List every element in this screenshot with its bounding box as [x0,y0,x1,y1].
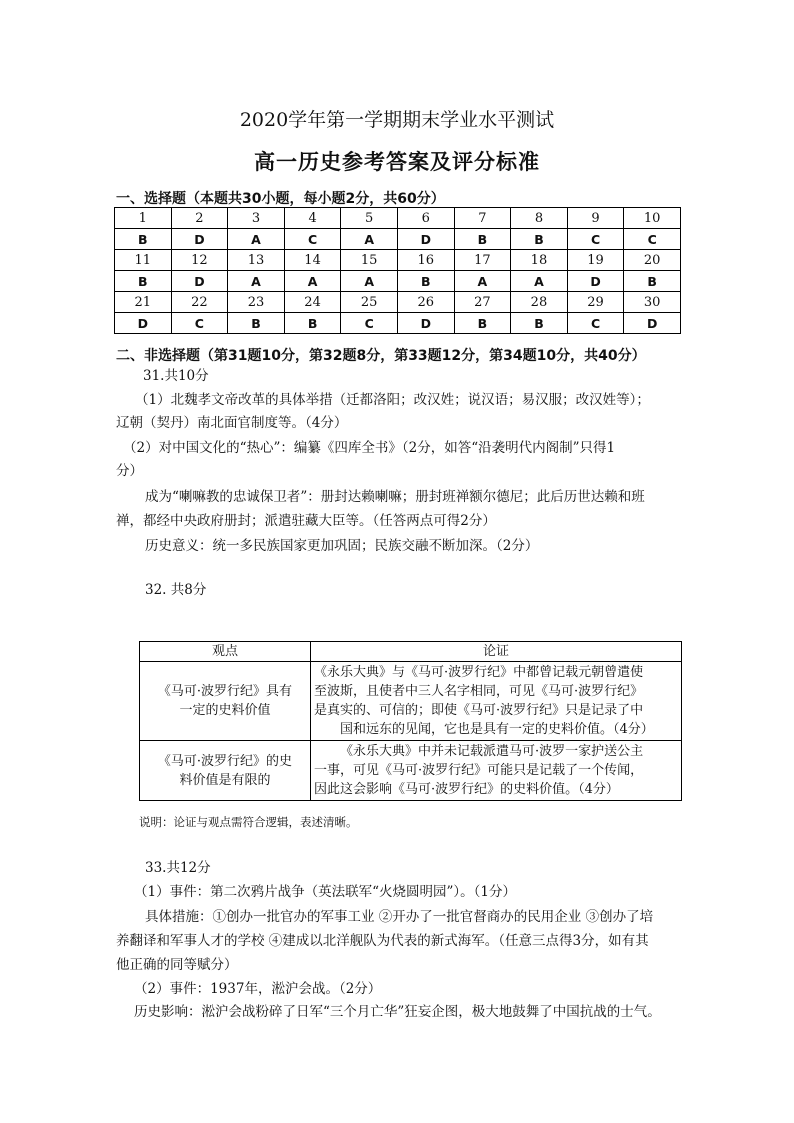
answer-cell: D [171,271,228,292]
question-number-row [115,292,681,313]
argument-line: 国和远东的见闻，它也是具有一定的史料价值。（4分） [340,722,654,737]
answer-cell: C [567,313,624,334]
argument-line: 《永乐大典》中并未记载派遣马可·波罗一家护送公主 [340,744,644,759]
q31-answer-1-line1: （1）北魏孝文帝改革的具体举措（迁都洛阳；改汉姓；说汉语；易汉服；改汉姓等）； [135,392,650,408]
answer-cell: D [115,313,172,334]
question-number-cell: 18 [511,250,568,271]
argument-table [139,641,682,801]
question-number-cell: 15 [341,250,398,271]
q31-answer-1-line2: 辽朝（契丹）南北面官制度等。（4分） [116,415,348,431]
answer-cell: D [397,313,454,334]
answer-cell: A [511,271,568,292]
question-number-cell: 14 [284,250,341,271]
question-number-cell: 22 [171,292,228,313]
argument-line: 《永乐大典》与《马可·波罗行纪》中都曾记载元朝曾遣使 [314,665,644,680]
question-number-cell: 25 [341,292,398,313]
answer-cell: D [624,313,681,334]
answer-cell: C [567,229,624,250]
question-number-cell: 11 [115,250,172,271]
question-number-cell: 28 [511,292,568,313]
answer-cell: A [341,229,398,250]
answer-cell: C [341,313,398,334]
section2-heading: 二、非选择题（第31题10分，第32题8分，第33题12分，第34题10分，共40分） [116,348,646,364]
q31-answer-3-line2: 禅，都经中央政府册封；派遣驻藏大臣等。（任答两点可得2分） [116,513,496,529]
column-header-view: 观点 [140,642,311,662]
question-number-cell: 7 [454,208,511,229]
question-number-row [115,208,681,229]
question-number-cell: 24 [284,292,341,313]
question-number-cell: 20 [624,250,681,271]
question-number-row [115,250,681,271]
answer-cell: B [624,271,681,292]
question-number-cell: 5 [341,208,398,229]
question-number-cell: 8 [511,208,568,229]
answer-row [115,271,681,292]
question-number-cell: 13 [228,250,285,271]
answer-row [115,313,681,334]
argument-line: 至波斯，且使者中三人名字相同，可见《马可·波罗行纪》 [314,684,644,699]
answer-cell: D [567,271,624,292]
q32-note: 说明：论证与观点需符合逻辑，表述清晰。 [139,815,358,829]
question-number-cell: 16 [397,250,454,271]
question-number-cell: 2 [171,208,228,229]
question-number-cell: 26 [397,292,454,313]
answer-cell: C [284,229,341,250]
view-line: 一定的史料价值 [179,703,271,718]
answer-cell: B [454,313,511,334]
q33-answer-4: 历史影响：淞沪会战粉碎了日军“三个月亡华”狂妄企图，极大地鼓舞了中国抗战的士气。 [134,1004,661,1020]
question-number-cell: 9 [567,208,624,229]
page-title: 2020学年第一学期期末学业水平测试 [239,109,555,131]
view-line: 《马可·波罗行纪》具有 [157,684,293,699]
question-number-cell: 30 [624,292,681,313]
view-cell [140,662,311,741]
answer-cell: B [454,229,511,250]
argument-cell [311,662,682,741]
page-subtitle: 高一历史参考答案及评分标准 [254,149,540,174]
answer-cell: A [341,271,398,292]
q33-title: 33.共12分 [145,860,211,876]
answer-cell: A [284,271,341,292]
question-number-cell: 10 [624,208,681,229]
answer-cell: A [228,229,285,250]
answer-cell: C [171,313,228,334]
answer-cell: C [624,229,681,250]
q31-answer-3-line1: 成为“喇嘛教的忠诚保卫者”：册封达赖喇嘛；册封班禅额尔德尼；此后历世达赖和班 [145,489,645,505]
view-line: 料价值是有限的 [179,772,271,788]
argument-line: 是真实的、可信的；即使《马可·波罗行纪》只是记录了中 [314,703,644,718]
answer-cell: D [171,229,228,250]
question-number-cell: 19 [567,250,624,271]
answer-cell: D [397,229,454,250]
q33-answer-1: （1）事件：第二次鸦片战争（英法联军“火烧圆明园”）。（1分） [134,884,516,900]
question-number-cell: 27 [454,292,511,313]
q31-answer-2-line2: 分） [116,463,143,479]
q31-answer-2-line1: （2）对中国文化的“热心”：编纂《四库全书》（2分，如答“沿袭明代内阁制”只得1 [123,440,616,456]
argument-line: 因此这会影响《马可·波罗行纪》的史料价值。（4分） [314,782,619,797]
question-number-cell: 12 [171,250,228,271]
answer-row [115,229,681,250]
answer-cell: A [454,271,511,292]
question-number-cell: 6 [397,208,454,229]
answer-cell: B [284,313,341,334]
q33-answer-2-line1: 具体措施：①创办一批官办的军事工业 ②开办了一批官督商办的民用企业 ③创办了培 [145,909,654,925]
q32-title: 32. 共8分 [145,582,207,598]
table-row [140,662,682,741]
question-number-cell: 4 [284,208,341,229]
q33-answer-2-line2: 养翻译和军事人才的学校 ④建成以北洋舰队为代表的新式海军。（任意三点得3分，如有其 [116,933,649,949]
q31-answer-4: 历史意义：统一多民族国家更加巩固；民族交融不断加深。（2分） [145,538,539,554]
q31-title: 31.共10分 [143,368,209,384]
answer-cell: B [511,229,568,250]
answer-cell: B [397,271,454,292]
question-number-cell: 1 [115,208,172,229]
table-row [140,741,682,801]
view-cell [140,741,311,801]
view-line: 《马可·波罗行纪》的史 [157,753,293,769]
answer-cell: B [115,229,172,250]
answer-cell: B [511,313,568,334]
section1-heading: 一、选择题（本题共30小题，每小题2分，共60分） [116,191,445,207]
q33-answer-3: （2）事件：1937年，淞沪会战。（2分） [134,981,382,997]
question-number-cell: 29 [567,292,624,313]
question-number-cell: 23 [228,292,285,313]
q33-answer-2-line3: 他正确的同等赋分） [116,957,238,973]
answer-cell: A [228,271,285,292]
answer-cell: B [228,313,285,334]
answer-cell: B [115,271,172,292]
question-number-cell: 17 [454,250,511,271]
multiple-choice-answer-table [114,207,681,334]
question-number-cell: 3 [228,208,285,229]
question-number-cell: 21 [115,292,172,313]
argument-line: 一事，可见《马可·波罗行纪》可能只是记载了一个传闻， [314,763,644,778]
column-header-argument: 论证 [311,642,682,662]
argument-cell [311,741,682,801]
